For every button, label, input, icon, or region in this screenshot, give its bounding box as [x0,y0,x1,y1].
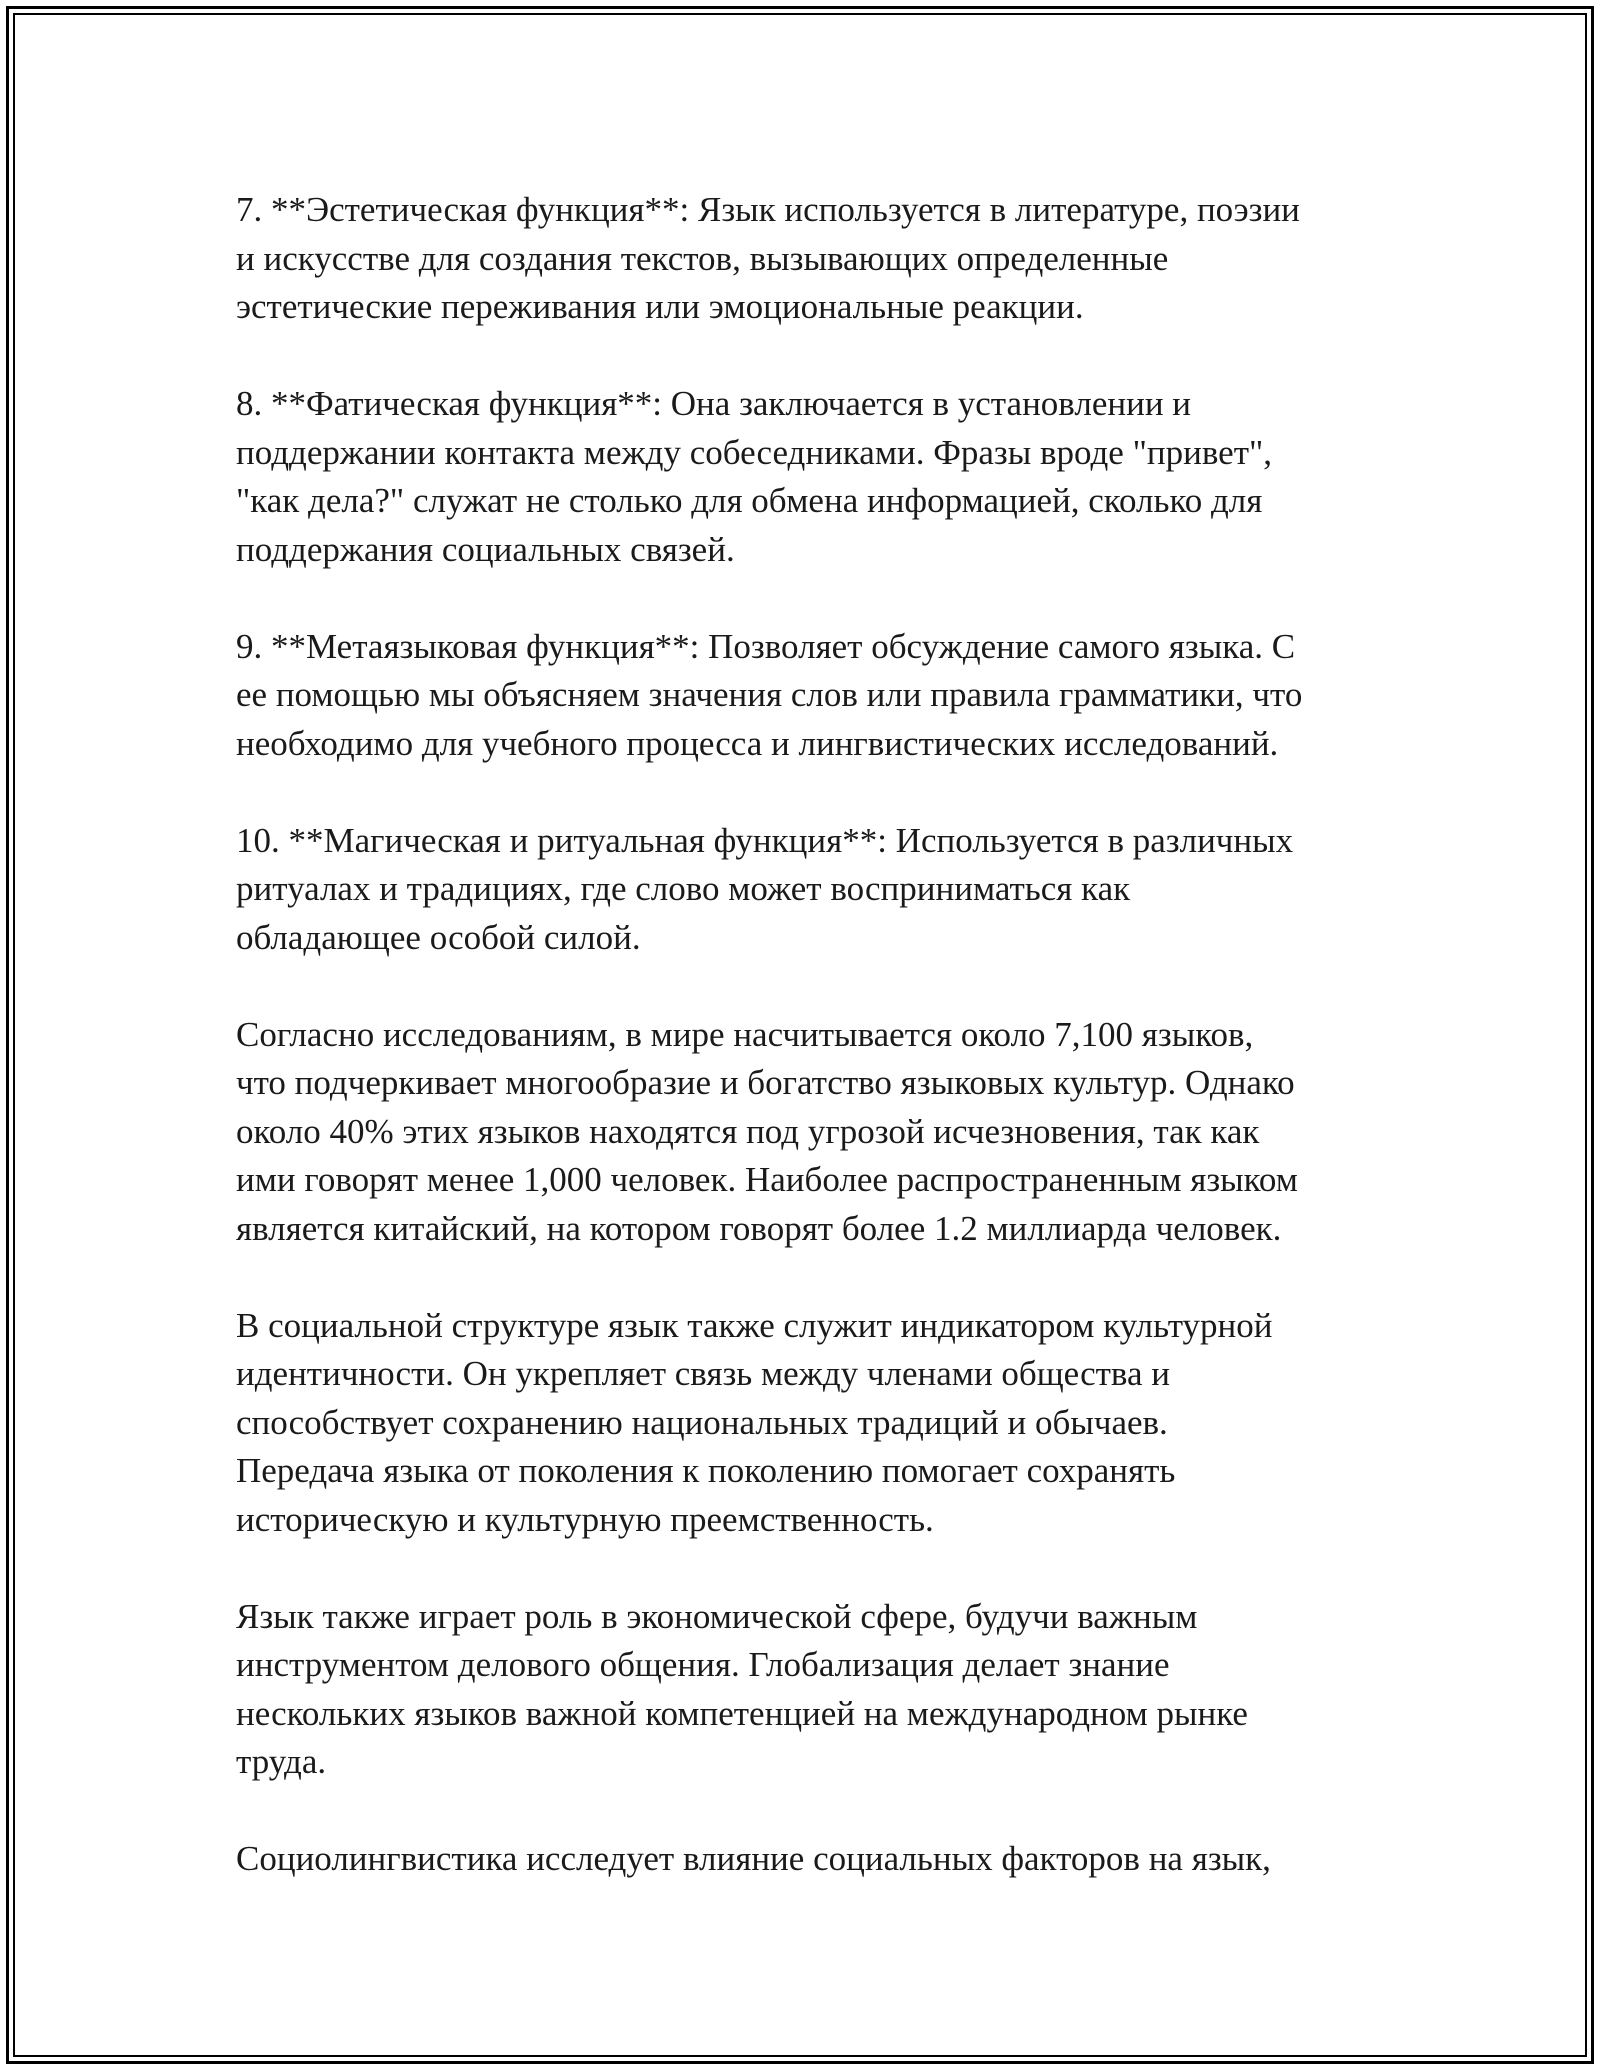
document-body [236,186,1366,1932]
paragraph-magic-ritual-function [236,817,1366,963]
text-line: способствует сохранению национальных традиций и обычаев. [236,1402,1168,1442]
text-line: "как дела?" служат не столько для обмена информацией, сколько для [236,481,1263,520]
text-line: нескольких языков важной компетенцией на международном рынке [236,1693,1248,1733]
text-line: поддержании контакта между собеседниками. Фразы вроде "привет", [236,432,1273,472]
text-line: 8. **Фатическая функция**: Она заключается в установлении и [236,384,1192,423]
paragraph-phatic-function [236,380,1366,574]
text-line: Согласно исследованиям, в мире насчитывается около 7,100 языков, [236,1014,1254,1054]
text-line: 7. **Эстетическая функция**: Язык используется в литературе, поэзии [236,190,1300,229]
text-line: историческую и культурную преемственность. [236,1499,934,1539]
paragraph-social-structure [236,1302,1366,1545]
paragraph-sociolinguistics [236,1835,1366,1884]
paragraph-language-statistics [236,1011,1366,1254]
text-line: необходимо для учебного процесса и лингвистических исследований. [236,723,1279,763]
text-line: идентичности. Он укрепляет связь между членами общества и [236,1354,1170,1393]
text-line: около 40% этих языков находятся под угрозой исчезновения, так как [236,1111,1260,1151]
paragraph-economic-sphere [236,1593,1366,1787]
text-line: поддержания социальных связей. [236,529,735,569]
text-line: что подчеркивает многообразие и богатство языковых культур. Однако [236,1063,1295,1102]
text-line: является китайский, на котором говорят более 1.2 миллиарда человек. [236,1208,1282,1248]
text-line: ее помощью мы объясняем значения слов или правила грамматики, что [236,675,1303,714]
text-line: Передача языка от поколения к поколению помогает сохранять [236,1451,1176,1490]
text-line: ими говорят менее 1,000 человек. Наиболее распространенным языком [236,1160,1298,1199]
text-line: труда. [236,1742,327,1781]
text-line: 9. **Метаязыковая функция**: Позволяет обсуждение самого языка. С [236,626,1296,666]
text-line: эстетические переживания или эмоциональные реакции. [236,287,1084,326]
text-line: обладающее особой силой. [236,917,641,957]
text-line: инструментом делового общения. Глобализация делает знание [236,1645,1170,1684]
text-line: ритуалах и традициях, где слово может восприниматься как [236,869,1131,908]
text-line: и искусстве для создания текстов, вызывающих определенные [236,238,1169,278]
paragraph-metalinguistic-function [236,623,1366,769]
text-line: Социолингвистика исследует влияние социальных факторов на язык, [236,1839,1271,1878]
text-line: В социальной структуре язык также служит индикатором культурной [236,1305,1273,1345]
text-line: Язык также играет роль в экономической сфере, будучи важным [236,1596,1198,1636]
paragraph-aesthetic-function [236,186,1366,332]
text-line: 10. **Магическая и ритуальная функция**: Используется в различных [236,820,1294,860]
